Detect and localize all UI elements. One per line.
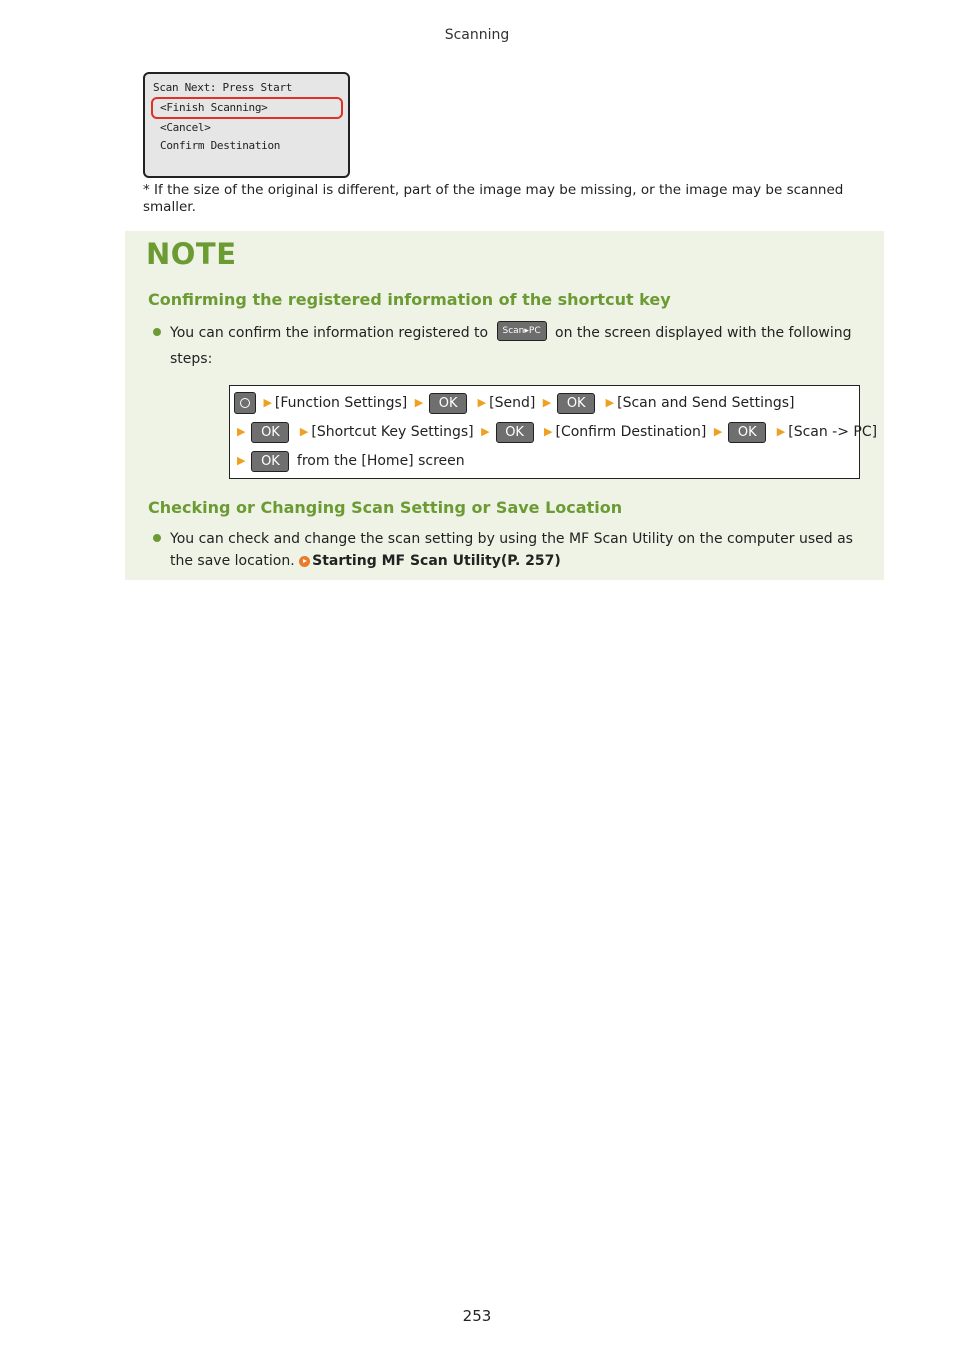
page-number: 253 — [462, 1307, 492, 1325]
lcd-option-confirm-destination: Confirm Destination — [160, 139, 281, 152]
section-heading-shortcut: Confirming the registered information of the shortcut key — [148, 290, 671, 309]
ok-key-icon: OK — [429, 393, 467, 414]
shortcut-text-after: on the screen displayed with the following — [555, 325, 852, 341]
menu-key-icon — [234, 392, 256, 414]
ok-key-icon: OK — [557, 393, 595, 414]
arrow-icon: ▶ — [414, 396, 424, 409]
arrow-icon: ▶ — [481, 425, 490, 438]
shortcut-text-before: You can confirm the information registered to — [170, 325, 489, 341]
step-function-settings: [Function Settings] — [274, 395, 408, 411]
arrow-icon: ▶ — [776, 425, 786, 438]
steps-row-1 — [234, 392, 794, 414]
ok-key-icon: OK — [251, 451, 289, 472]
bullet-icon — [153, 328, 161, 336]
note-title: NOTE — [146, 237, 237, 271]
arrow-icon: ▶ — [263, 396, 272, 409]
step-confirm-destination: [Confirm Destination] — [555, 424, 707, 440]
steps-box — [229, 385, 878, 479]
lcd-option-finish-scanning: <Finish Scanning> — [160, 101, 268, 114]
ok-key-icon: OK — [728, 422, 766, 443]
link-starting-mf-scan-utility[interactable]: Starting MF Scan Utility(P. 257) — [312, 553, 561, 569]
step-scan-send-settings: [Scan and Send Settings] — [617, 395, 795, 411]
ok-key-icon: OK — [251, 422, 289, 443]
step-scan-pc: [Scan -> PC] — [788, 424, 878, 440]
arrow-icon: ▶ — [299, 425, 309, 438]
footnote: * If the size of the original is different, part of the image may be missing, or the image may be scanned smaller. — [143, 182, 844, 215]
steps-row-2 — [234, 421, 877, 443]
bullet-icon — [153, 534, 161, 542]
link-arrow-icon — [299, 556, 310, 567]
shortcut-paragraph — [170, 323, 852, 343]
step-send: [Send] — [489, 395, 536, 411]
scan-setting-text: You can check and change the scan setting by using the MF Scan Utility on the computer used as the save location. — [170, 531, 853, 569]
steps-row-3 — [234, 450, 465, 472]
scan-setting-paragraph — [170, 528, 870, 572]
arrow-icon: ▶ — [477, 396, 487, 409]
page-header-section: Scanning — [444, 27, 510, 43]
arrow-icon: ▶ — [713, 425, 723, 438]
arrow-icon: ▶ — [237, 425, 246, 438]
note-box — [125, 231, 884, 580]
section-heading-scan-setting: Checking or Changing Scan Setting or Save Location — [148, 498, 623, 517]
shortcut-text-cont: steps: — [170, 351, 213, 367]
step-shortcut-key-settings: [Shortcut Key Settings] — [311, 424, 474, 440]
lcd-screen — [143, 72, 350, 178]
lcd-option-cancel: <Cancel> — [160, 121, 211, 134]
step-from-home: from the [Home] screen — [296, 453, 465, 469]
scan-to-pc-key-icon: Scan▸PC — [497, 321, 547, 341]
arrow-icon: ▶ — [605, 396, 615, 409]
arrow-icon: ▶ — [544, 425, 553, 438]
ok-key-icon: OK — [496, 422, 534, 443]
lcd-line-prompt: Scan Next: Press Start — [153, 81, 293, 94]
arrow-icon: ▶ — [237, 454, 246, 467]
arrow-icon: ▶ — [542, 396, 552, 409]
